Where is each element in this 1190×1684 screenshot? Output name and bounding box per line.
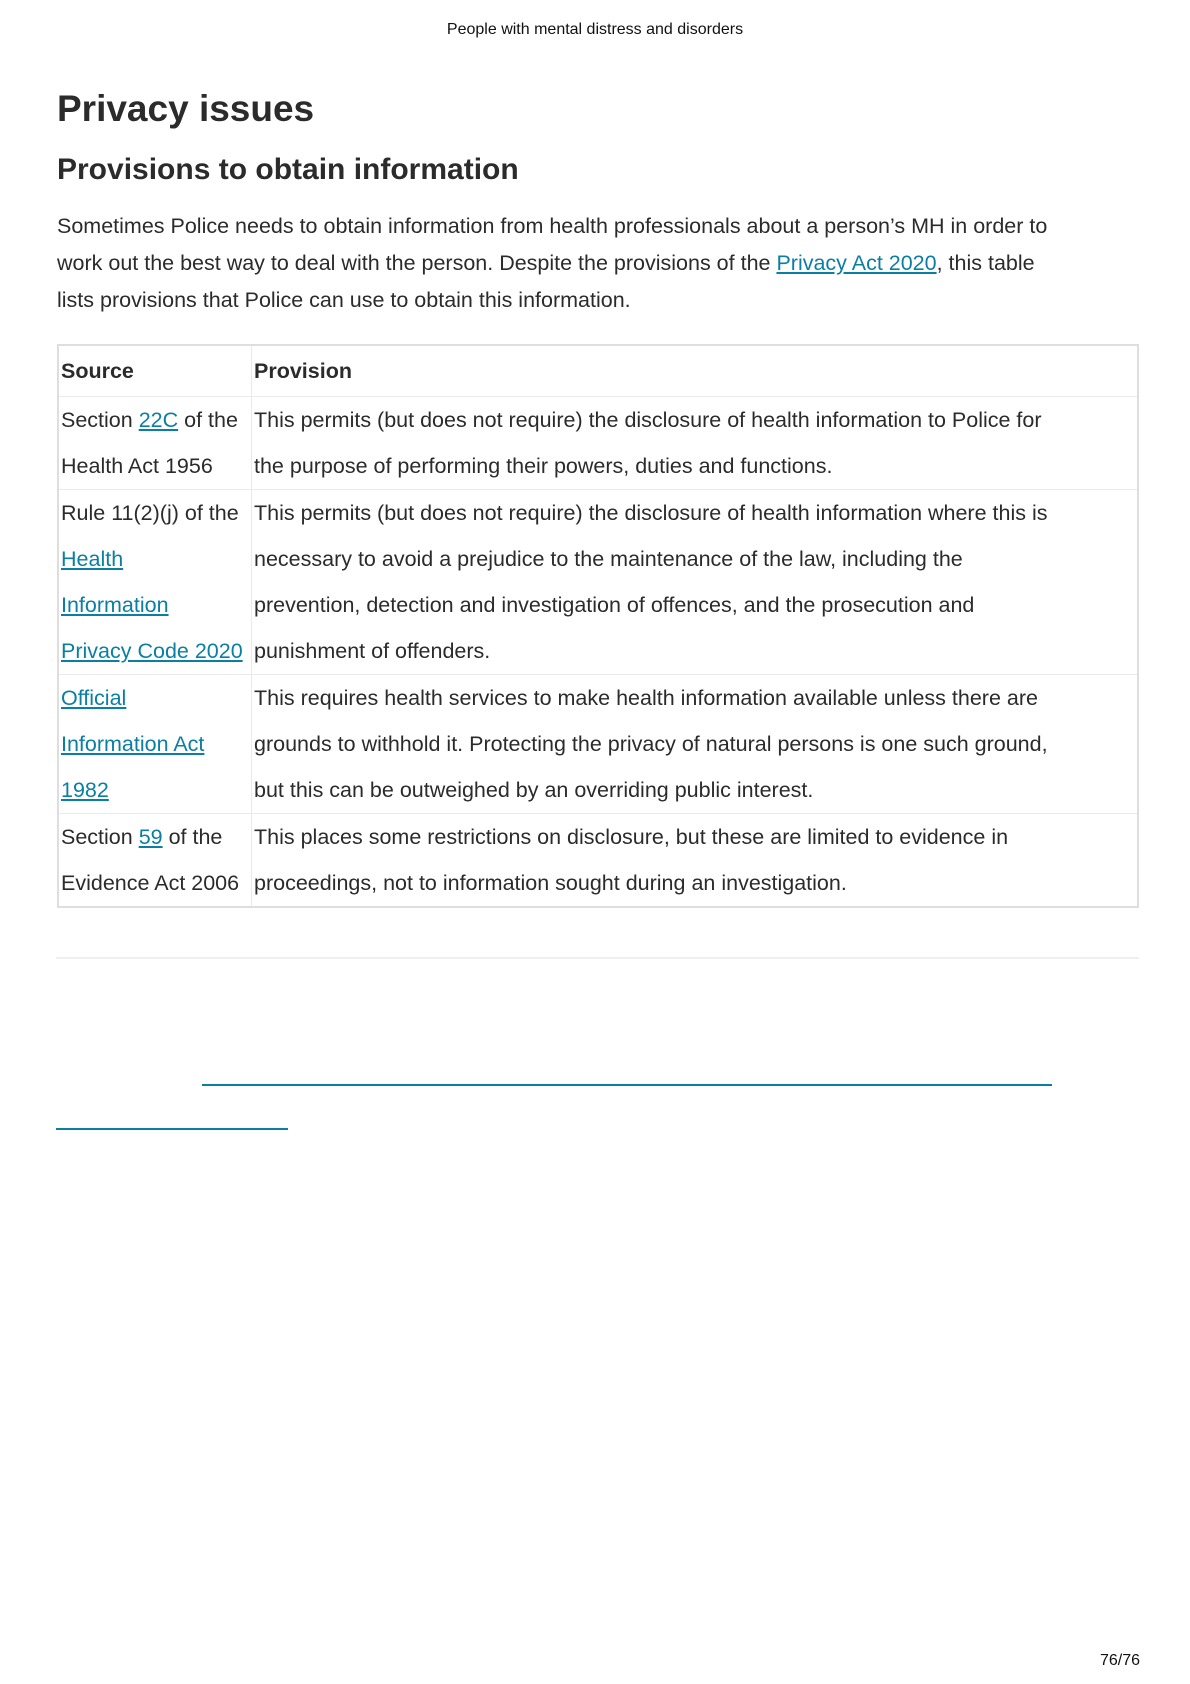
source-cell (58, 814, 252, 908)
oia-link[interactable]: Official (61, 686, 127, 710)
provision-line: This requires health services to make health information available unless there are (254, 686, 1038, 710)
hipc-link[interactable]: Health (61, 547, 124, 571)
provision-line: This permits (but does not require) the disclosure of health information where this is (254, 501, 1048, 525)
intro-line: work out the best way to deal with the person. Despite the provisions of the (57, 251, 777, 275)
table-row (58, 490, 1138, 675)
provision-line: This permits (but does not require) the disclosure of health information to Police for (254, 408, 1042, 432)
header-source: Source (58, 345, 252, 397)
table-header-row (58, 345, 1138, 397)
table-row (58, 814, 1138, 908)
intro-line: Sometimes Police needs to obtain information from health professionals about a person’s MH in order to (57, 214, 1048, 238)
source-cell (58, 490, 252, 675)
intro-line: lists provisions that Police can use to obtain this information. (57, 288, 631, 312)
source-text: Rule 11(2)(j) of the (61, 501, 239, 525)
page-title: Privacy issues (57, 88, 315, 129)
source-text: Section (61, 825, 139, 849)
provision-cell (252, 490, 1139, 675)
provision-line: This places some restrictions on disclosure, but these are limited to evidence in (254, 825, 1009, 849)
table-row (58, 397, 1138, 490)
provision-line: the purpose of performing their powers, duties and functions. (254, 454, 833, 478)
intro-paragraph (57, 208, 1047, 319)
source-text: of the (162, 825, 223, 849)
oia-link[interactable]: 1982 (61, 778, 109, 802)
source-text: of the (178, 408, 238, 432)
source-cell (58, 675, 252, 814)
provision-line: punishment of offenders. (254, 639, 491, 663)
empty-link-underline[interactable] (56, 1128, 288, 1130)
page-number: 76/76 (1099, 1652, 1140, 1669)
empty-link-underline[interactable] (202, 1084, 1052, 1086)
privacy-act-link[interactable]: Privacy Act 2020 (776, 251, 937, 275)
running-header: People with mental distress and disorders (446, 21, 744, 38)
source-cell (58, 397, 252, 490)
source-text: Health Act 1956 (61, 454, 213, 478)
section-59-link[interactable]: 59 (138, 825, 163, 849)
source-text: Section (61, 408, 139, 432)
section-22c-link[interactable]: 22C (138, 408, 179, 432)
hipc-link[interactable]: Information (61, 593, 169, 617)
intro-line: , this table (936, 251, 1035, 275)
provision-cell (252, 397, 1139, 490)
provisions-table (57, 344, 1139, 908)
provision-cell (252, 675, 1139, 814)
provision-line: necessary to avoid a prejudice to the maintenance of the law, including the (254, 547, 963, 571)
table-row (58, 675, 1138, 814)
provision-line: proceedings, not to information sought during an investigation. (254, 871, 847, 895)
provision-cell (252, 814, 1139, 908)
header-provision: Provision (254, 359, 352, 383)
divider (56, 957, 1139, 959)
source-text: Evidence Act 2006 (61, 871, 240, 895)
section-heading: Provisions to obtain information (57, 153, 519, 186)
oia-link[interactable]: Information Act (61, 732, 205, 756)
provision-line: prevention, detection and investigation of offences, and the prosecution and (254, 593, 975, 617)
hipc-link[interactable]: Privacy Code 2020 (61, 639, 243, 663)
provision-line: grounds to withhold it. Protecting the privacy of natural persons is one such ground, (254, 732, 1048, 756)
provision-line: but this can be outweighed by an overriding public interest. (254, 778, 814, 802)
